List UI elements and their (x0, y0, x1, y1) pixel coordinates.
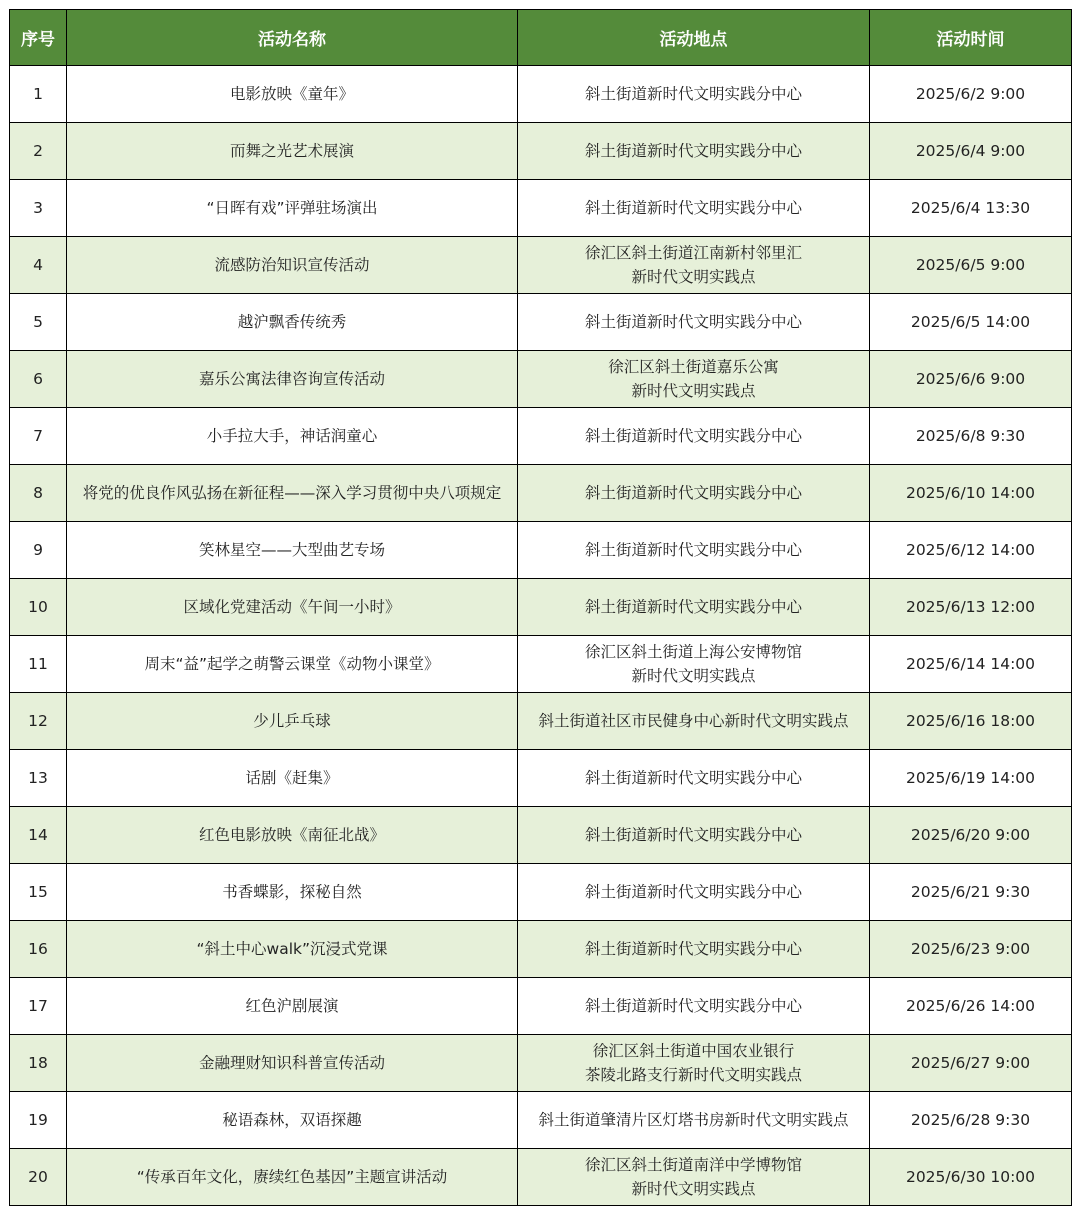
cell-number: 3 (10, 180, 67, 237)
place-line: 斜土街道新时代文明实践分中心 (584, 85, 802, 103)
cell-activity-name: 秘语森林，双语探趣 (67, 1092, 518, 1149)
cell-number: 16 (10, 921, 67, 978)
place-line: 斜土街道新时代文明实践分中心 (584, 883, 802, 901)
cell-activity-name: 少儿乒乓球 (67, 693, 518, 750)
cell-activity-place (518, 294, 870, 351)
cell-activity-name: 越沪飘香传统秀 (67, 294, 518, 351)
table-row (10, 921, 1072, 978)
cell-activity-place (518, 750, 870, 807)
cell-activity-place (518, 636, 870, 693)
cell-activity-place (518, 693, 870, 750)
table-row (10, 978, 1072, 1035)
cell-activity-time: 2025/6/2 9:00 (870, 66, 1072, 123)
cell-activity-name: 笑林星空——大型曲艺专场 (67, 522, 518, 579)
header-activity-place: 活动地点 (518, 10, 870, 66)
place-line: 斜土街道肇清片区灯塔书房新时代文明实践点 (538, 1111, 849, 1129)
place-line: 新时代文明实践点 (631, 268, 756, 286)
place-line: 斜土街道新时代文明实践分中心 (584, 427, 802, 445)
cell-number: 20 (10, 1149, 67, 1206)
cell-activity-name: 周末“益”起学之萌警云课堂《动物小课堂》 (67, 636, 518, 693)
cell-activity-time: 2025/6/30 10:00 (870, 1149, 1072, 1206)
cell-number: 13 (10, 750, 67, 807)
cell-activity-time: 2025/6/23 9:00 (870, 921, 1072, 978)
table-row (10, 66, 1072, 123)
cell-activity-name: “日晖有戏”评弹驻场演出 (67, 180, 518, 237)
place-line: 斜土街道新时代文明实践分中心 (584, 484, 802, 502)
cell-number: 5 (10, 294, 67, 351)
place-line: 徐汇区斜土街道南洋中学博物馆 (584, 1156, 802, 1174)
cell-activity-time: 2025/6/14 14:00 (870, 636, 1072, 693)
place-line: 新时代文明实践点 (631, 1180, 756, 1198)
table-row (10, 123, 1072, 180)
cell-activity-name: 将党的优良作风弘扬在新征程——深入学习贯彻中央八项规定 (67, 465, 518, 522)
cell-activity-name: 而舞之光艺术展演 (67, 123, 518, 180)
table-body (10, 66, 1072, 1206)
cell-activity-name: 红色电影放映《南征北战》 (67, 807, 518, 864)
table-row (10, 864, 1072, 921)
cell-number: 15 (10, 864, 67, 921)
cell-number: 1 (10, 66, 67, 123)
table-row (10, 351, 1072, 408)
table-row (10, 807, 1072, 864)
place-line: 斜土街道新时代文明实践分中心 (584, 826, 802, 844)
cell-activity-place (518, 864, 870, 921)
table-row (10, 693, 1072, 750)
cell-number: 9 (10, 522, 67, 579)
cell-activity-time: 2025/6/13 12:00 (870, 579, 1072, 636)
place-line: 徐汇区斜土街道嘉乐公寓 (608, 358, 779, 376)
cell-activity-time: 2025/6/8 9:30 (870, 408, 1072, 465)
cell-activity-place (518, 579, 870, 636)
place-line: 斜土街道社区市民健身中心新时代文明实践点 (538, 712, 849, 730)
table-row (10, 237, 1072, 294)
header-activity-time: 活动时间 (870, 10, 1072, 66)
cell-number: 19 (10, 1092, 67, 1149)
cell-activity-place (518, 522, 870, 579)
schedule-table-container (9, 9, 1072, 1206)
table-row (10, 1035, 1072, 1092)
cell-activity-place (518, 66, 870, 123)
table-row (10, 408, 1072, 465)
cell-activity-time: 2025/6/4 9:00 (870, 123, 1072, 180)
cell-number: 12 (10, 693, 67, 750)
place-line: 茶陵北路支行新时代文明实践点 (584, 1066, 802, 1084)
table-header-row (10, 10, 1072, 66)
place-line: 徐汇区斜土街道上海公安博物馆 (584, 643, 802, 661)
cell-activity-name: 书香蝶影，探秘自然 (67, 864, 518, 921)
cell-number: 11 (10, 636, 67, 693)
table-row (10, 1149, 1072, 1206)
cell-activity-name: 小手拉大手，神话润童心 (67, 408, 518, 465)
place-line: 斜土街道新时代文明实践分中心 (584, 940, 802, 958)
cell-activity-time: 2025/6/10 14:00 (870, 465, 1072, 522)
table-row (10, 1092, 1072, 1149)
cell-number: 6 (10, 351, 67, 408)
cell-activity-time: 2025/6/27 9:00 (870, 1035, 1072, 1092)
cell-activity-name: 红色沪剧展演 (67, 978, 518, 1035)
cell-activity-time: 2025/6/26 14:00 (870, 978, 1072, 1035)
cell-activity-time: 2025/6/5 9:00 (870, 237, 1072, 294)
cell-activity-place (518, 978, 870, 1035)
cell-activity-place (518, 123, 870, 180)
place-line: 徐汇区斜土街道江南新村邻里汇 (584, 244, 802, 262)
cell-number: 8 (10, 465, 67, 522)
cell-number: 2 (10, 123, 67, 180)
cell-number: 18 (10, 1035, 67, 1092)
cell-activity-time: 2025/6/4 13:30 (870, 180, 1072, 237)
cell-activity-place (518, 180, 870, 237)
cell-activity-time: 2025/6/16 18:00 (870, 693, 1072, 750)
table-row (10, 465, 1072, 522)
cell-number: 10 (10, 579, 67, 636)
table-row (10, 579, 1072, 636)
place-line: 徐汇区斜土街道中国农业银行 (592, 1042, 795, 1060)
place-line: 斜土街道新时代文明实践分中心 (584, 997, 802, 1015)
cell-activity-name: “斜土中心walk”沉浸式党课 (67, 921, 518, 978)
header-number: 序号 (10, 10, 67, 66)
cell-number: 7 (10, 408, 67, 465)
cell-activity-place (518, 1149, 870, 1206)
cell-activity-time: 2025/6/20 9:00 (870, 807, 1072, 864)
table-row (10, 750, 1072, 807)
place-line: 斜土街道新时代文明实践分中心 (584, 769, 802, 787)
header-activity-name: 活动名称 (67, 10, 518, 66)
cell-activity-place (518, 465, 870, 522)
cell-activity-name: 话剧《赶集》 (67, 750, 518, 807)
cell-activity-name: 金融理财知识科普宣传活动 (67, 1035, 518, 1092)
cell-number: 4 (10, 237, 67, 294)
table-row (10, 522, 1072, 579)
cell-activity-place (518, 1035, 870, 1092)
cell-activity-place (518, 351, 870, 408)
cell-activity-name: 电影放映《童年》 (67, 66, 518, 123)
cell-activity-name: 区域化党建活动《午间一小时》 (67, 579, 518, 636)
cell-activity-place (518, 237, 870, 294)
place-line: 斜土街道新时代文明实践分中心 (584, 598, 802, 616)
cell-activity-place (518, 807, 870, 864)
table-row (10, 294, 1072, 351)
cell-activity-name: 流感防治知识宣传活动 (67, 237, 518, 294)
table-row (10, 180, 1072, 237)
cell-activity-time: 2025/6/12 14:00 (870, 522, 1072, 579)
place-line: 斜土街道新时代文明实践分中心 (584, 541, 802, 559)
place-line: 斜土街道新时代文明实践分中心 (584, 313, 802, 331)
cell-activity-name: “传承百年文化，赓续红色基因”主题宣讲活动 (67, 1149, 518, 1206)
cell-activity-time: 2025/6/21 9:30 (870, 864, 1072, 921)
cell-activity-name: 嘉乐公寓法律咨询宣传活动 (67, 351, 518, 408)
cell-activity-time: 2025/6/19 14:00 (870, 750, 1072, 807)
activity-schedule-table (9, 9, 1072, 1206)
cell-activity-time: 2025/6/28 9:30 (870, 1092, 1072, 1149)
cell-number: 14 (10, 807, 67, 864)
cell-activity-place (518, 408, 870, 465)
cell-number: 17 (10, 978, 67, 1035)
place-line: 新时代文明实践点 (631, 382, 756, 400)
place-line: 斜土街道新时代文明实践分中心 (584, 199, 802, 217)
place-line: 斜土街道新时代文明实践分中心 (584, 142, 802, 160)
place-line: 新时代文明实践点 (631, 667, 756, 685)
cell-activity-time: 2025/6/6 9:00 (870, 351, 1072, 408)
table-row (10, 636, 1072, 693)
cell-activity-time: 2025/6/5 14:00 (870, 294, 1072, 351)
cell-activity-place (518, 1092, 870, 1149)
cell-activity-place (518, 921, 870, 978)
